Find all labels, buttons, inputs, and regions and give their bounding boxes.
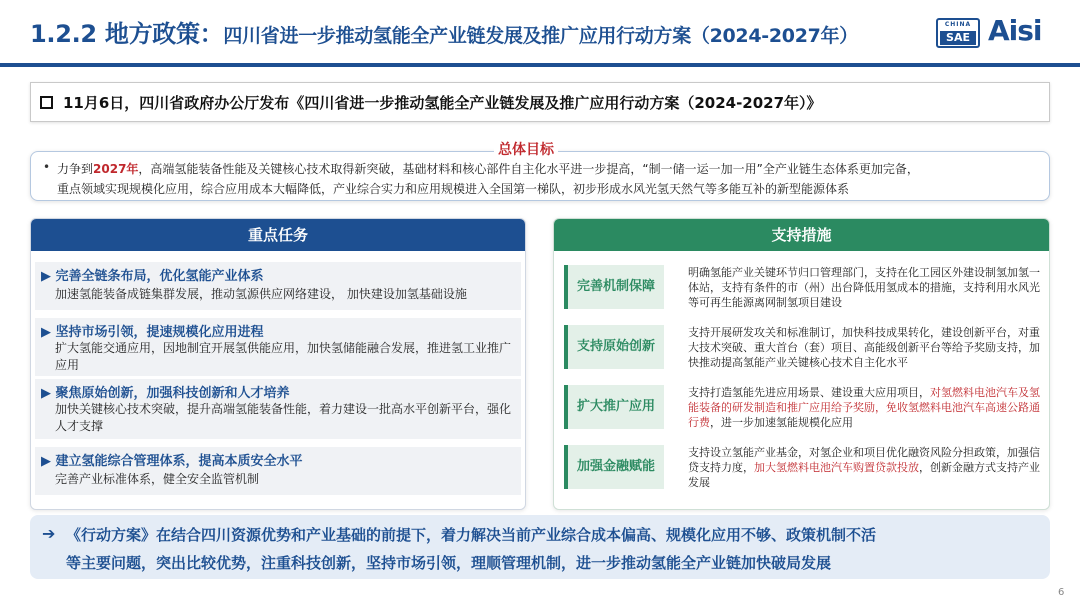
measure-label: 完善机制保障 <box>564 265 664 309</box>
task-item <box>35 447 521 495</box>
goal-line-2: 重点领域实现规模化应用，综合应用成本大幅降低，产业综合实力和应用规模进入全国第一梯队，初步形成水风光氢天然气等多能互补的新型能源体系 <box>57 182 850 196</box>
task-desc: 加速氢能装备成链集群发展，推动氢源供应网络建设， 加快建设加氢基础设施 <box>55 287 467 301</box>
measure-desc <box>688 325 1040 370</box>
task-desc: 扩大氢能交通应用，因地制宜开展氢供能应用，加快氢储能融合发展，推进氢工业推广应用 <box>55 341 512 372</box>
measure-desc-tail: ，进一步加速氢能规模化应用 <box>710 416 853 429</box>
task-item <box>35 318 521 376</box>
sae-logo-top-text: CHINA <box>944 21 972 28</box>
task-item <box>35 262 521 310</box>
measure-desc-text: 支持设立氢能产业基金，对氢企业和项目优化融资风险分担政策，加强信贷支持力度， <box>688 446 1040 474</box>
aisi-logo: Aisi <box>988 14 1042 47</box>
support-measures-header: 支持措施 <box>554 219 1049 251</box>
measure-desc <box>688 445 1040 490</box>
goal-line-1 <box>57 160 919 177</box>
measure-desc <box>688 385 1040 430</box>
sae-logo-bottom-text: SAE <box>940 31 976 45</box>
measure-desc-text: 明确氢能产业关键环节归口管理部门，支持在化工园区外建设制氢加氢一体站，支持有条件的市（州）出台降低用氢成本的措施，支持利用水风光等可再生能源离网制氢项目建设 <box>688 266 1040 309</box>
goal-year: 2027年 <box>93 162 139 176</box>
measure-desc-text: 支持打造氢能先进应用场景、建设重大应用项目， <box>688 386 930 399</box>
task-title: ▶ 聚焦原始创新，加强科技创新和人才培养 <box>41 386 290 401</box>
announcement-text: 11月6日，四川省政府办公厅发布《四川省进一步推动氢能全产业链发展及推广应用行动方案（2024-2027年）》 <box>63 94 822 112</box>
square-bullet-icon <box>40 96 53 109</box>
measure-desc-highlight: 对氢燃料电池汽车及氢能装备的研发制造和推广应用给予奖励，免收氢燃料电池汽车高速公路通行费 <box>688 386 1040 429</box>
support-measures-panel <box>553 218 1050 510</box>
task-title: ▶ 建立氢能综合管理体系，提高本质安全水平 <box>41 454 303 469</box>
china-sae-logo <box>936 18 980 48</box>
goal-line-1-pre: 力争到 <box>57 162 94 176</box>
header-divider <box>0 63 1080 67</box>
slide-header <box>0 0 1080 66</box>
goal-label: 总体目标 <box>494 139 558 159</box>
task-title: ▶ 完善全链条布局，优化氢能产业体系 <box>41 269 264 284</box>
measure-label: 扩大推广应用 <box>564 385 664 429</box>
slide-title <box>30 14 858 49</box>
task-title: ▶ 坚持市场引领，提速规模化应用进程 <box>41 325 264 340</box>
task-desc: 完善产业标准体系，健全安全监管机制 <box>55 472 260 486</box>
announcement-box <box>30 82 1050 122</box>
measure-label: 支持原始创新 <box>564 325 664 369</box>
title-prefix: 1.2.2 地方政策： <box>30 20 224 48</box>
key-tasks-panel <box>30 218 526 510</box>
task-desc: 加快关键核心技术突破，提升高端氢能装备性能，着力建设一批高水平创新平台，强化人才支撑 <box>55 402 512 433</box>
goal-bullet: • <box>43 160 51 174</box>
measure-desc-highlight: 加大氢燃料电池汽车购置贷款投放 <box>754 461 919 474</box>
page-number: 6 <box>1058 587 1065 598</box>
conclusion-line-1: 《行动方案》在结合四川资源优势和产业基础的前提下，着力解决当前产业综合成本偏高、规模化应用不够、政策机制不活 <box>66 526 877 544</box>
goal-line-1-post: ，高端氢能装备性能及关键核心技术取得新突破，基础材料和核心部件自主化水平进一步提高，“制一储一运一加一用”全产业链生态体系更加完备， <box>138 162 919 176</box>
measure-desc <box>688 265 1040 310</box>
arrow-right-icon: ➔ <box>42 524 56 543</box>
task-item <box>35 379 521 439</box>
key-tasks-header: 重点任务 <box>31 219 525 251</box>
measure-desc-tail: ，创新金融方式支持产业发展 <box>688 461 1040 489</box>
conclusion-box <box>30 515 1050 579</box>
measure-label: 加强金融赋能 <box>564 445 664 489</box>
measure-desc-text: 支持开展研发攻关和标准制订，加快科技成果转化，建设创新平台，对重大技术突破、重大首台（套）项目、高能级创新平台等给予奖励支持，加快推动提高氢能产业关键核心技术自主化水平 <box>688 326 1040 369</box>
conclusion-line-2: 等主要问题，突出比较优势，注重科技创新，坚持市场引领，理顺管理机制，进一步推动氢能全产业链加快破局发展 <box>66 554 832 572</box>
title-main: 四川省进一步推动氢能全产业链发展及推广应用行动方案（2024-2027年） <box>223 25 858 47</box>
